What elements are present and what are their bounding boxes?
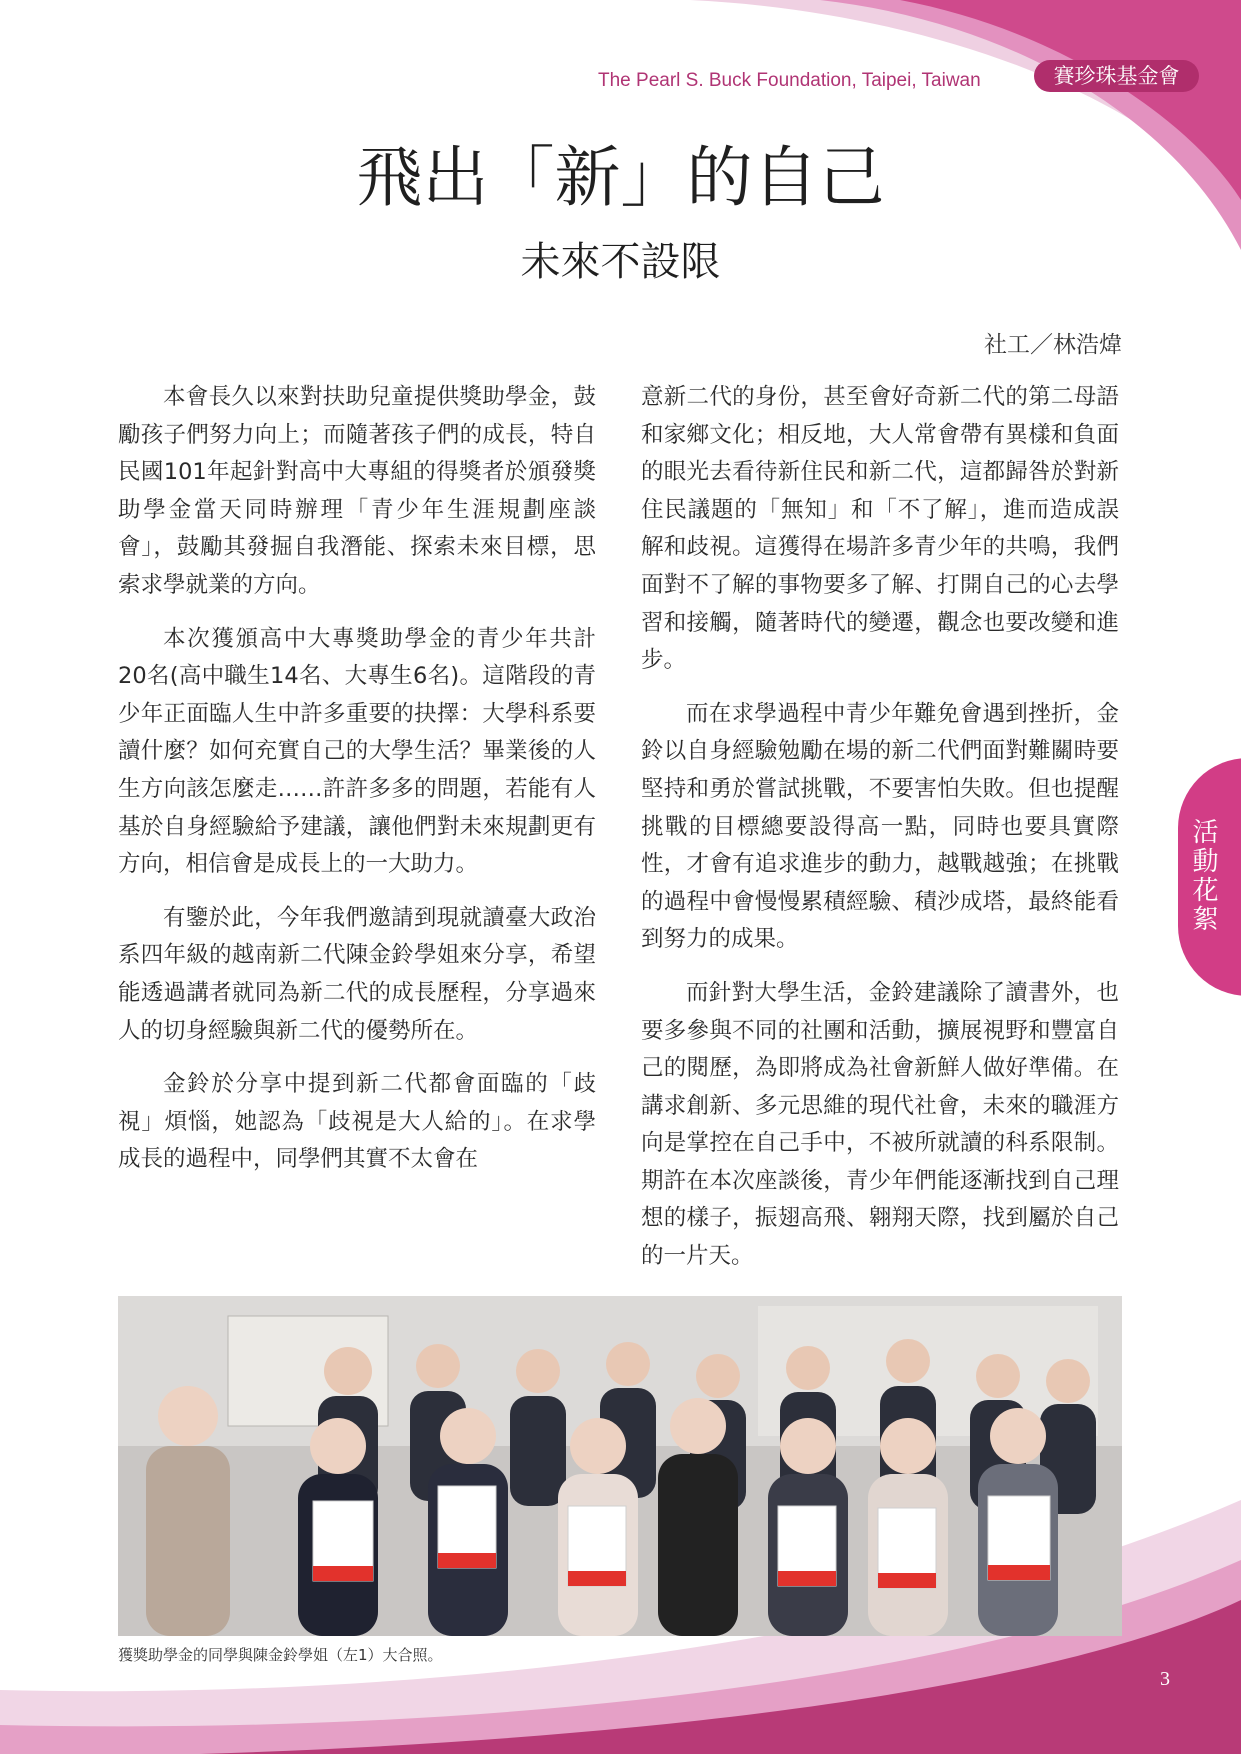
foundation-english-name: The Pearl S. Buck Foundation, Taipei, Taiwan	[598, 70, 981, 91]
paragraph: 而在求學過程中青少年難免會遇到挫折，金鈴以自身經驗勉勵在場的新二代們面對難關時要堅持和勇於嘗試挑戰，不要害怕失敗。但也提醒挑戰的目標總要設得高一點，同時也要具實際性，才會有追求進步的動力，越戰越強；在挑戰的過程中會慢慢累積經驗、積沙成塔，最終能看到努力的成果。	[641, 700, 1119, 953]
page-number: 3	[1160, 1668, 1170, 1690]
paragraph: 而針對大學生活，金鈴建議除了讀書外，也要多參與不同的社團和活動，擴展視野和豐富自己的閱歷，為即將成為社會新鮮人做好準備。在講求創新、多元思維的現代社會，未來的職涯方向是掌控在自己手中，不被所就讀的科系限制。期許在本次座談後，青少年們能逐漸找到自己理想的樣子，振翅高飛、翱翔天際，找到屬於自己的一片天。	[641, 979, 1119, 1270]
photo-caption: 獲獎助學金的同學與陳金鈴學姐（左1）大合照。	[118, 1646, 443, 1664]
section-side-tab-label: 活動花絮	[1188, 818, 1218, 934]
paragraph: 本會長久以來對扶助兒童提供獎助學金，鼓勵孩子們努力向上；而隨著孩子們的成長，特自民國101年起針對高中大專組的得獎者於頒發獎助學金當天同時辦理「青少年生涯規劃座談會」，鼓勵其發掘自我潛能、探索未來目標，思索求學就業的方向。	[118, 384, 596, 598]
article-byline: 社工／林浩煒	[984, 332, 1122, 358]
right-column	[641, 379, 1119, 1292]
article-title: 飛出「新」的自己	[356, 139, 885, 216]
article-subtitle: 未來不設限	[520, 239, 721, 285]
left-column	[118, 379, 596, 1195]
group-photo	[118, 1296, 1122, 1636]
foundation-badge: 賽珍珠基金會	[1034, 60, 1199, 92]
paragraph: 金鈴於分享中提到新二代都會面臨的「歧視」煩惱，她認為「歧視是大人給的」。在求學成長的過程中，同學們其實不太會在	[118, 1071, 596, 1173]
paragraph: 有鑒於此，今年我們邀請到現就讀臺大政治系四年級的越南新二代陳金鈴學姐來分享，希望能透過講者就同為新二代的成長歷程，分享過來人的切身經驗與新二代的優勢所在。	[118, 904, 596, 1044]
paragraph: 本次獲頒高中大專獎助學金的青少年共計20名(高中職生14名、大專生6名)。這階段的青少年正面臨人生中許多重要的抉擇：大學科系要讀什麼？如何充實自己的大學生活？畢業後的人生方向該怎麼走……許許多多的問題，若能有人基於自身經驗給予建議，讓他們對未來規劃更有方向，相信會是成長上的一大助力。	[118, 625, 596, 878]
group-photo-illustration	[118, 1296, 1122, 1636]
paragraph: 意新二代的身份，甚至會好奇新二代的第二母語和家鄉文化；相反地，大人常會帶有異樣和負面的眼光去看待新住民和新二代，這都歸咎於對新住民議題的「無知」和「不了解」，進而造成誤解和歧視。這獲得在場許多青少年的共鳴，我們面對不了解的事物要多了解、打開自己的心去學習和接觸，隨著時代的變遷，觀念也要改變和進步。	[641, 384, 1119, 674]
